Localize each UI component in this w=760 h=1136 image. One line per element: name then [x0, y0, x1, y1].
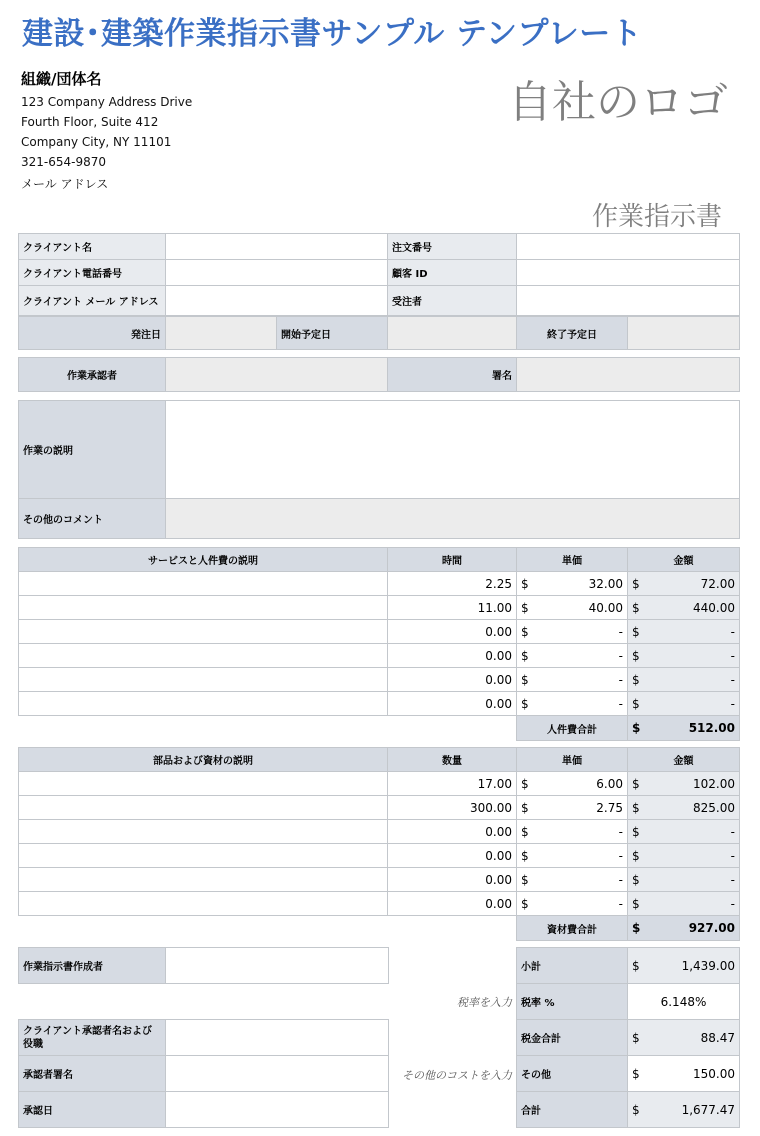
table-row — [19, 572, 740, 596]
item-rate[interactable] — [517, 796, 628, 820]
currency-symbol: $ — [632, 721, 641, 735]
currency-symbol: $ — [632, 624, 640, 639]
currency-symbol: $ — [632, 600, 640, 615]
currency-symbol: $ — [632, 648, 640, 663]
item-quantity[interactable]: 0.00 — [388, 844, 517, 868]
labor-total-label: 人件費合計 — [517, 716, 628, 741]
item-description[interactable] — [19, 772, 388, 796]
item-amount — [628, 644, 740, 668]
page-title: 建設･建築作業指示書サンプル テンプレート — [22, 16, 643, 52]
currency-symbol: $ — [521, 896, 529, 911]
item-quantity[interactable]: 11.00 — [388, 596, 517, 620]
item-description[interactable] — [19, 668, 388, 692]
item-rate-value: - — [618, 872, 623, 887]
item-amount — [628, 772, 740, 796]
tax-rate-field[interactable]: 6.148% — [628, 984, 740, 1020]
labor-total — [628, 716, 740, 741]
parts-rows — [19, 772, 740, 916]
currency-symbol: $ — [632, 1102, 640, 1117]
company-name: 組織/団体名 — [21, 70, 102, 88]
item-rate[interactable] — [517, 620, 628, 644]
approval-table — [18, 1019, 389, 1128]
item-rate[interactable] — [517, 820, 628, 844]
item-quantity[interactable]: 0.00 — [388, 644, 517, 668]
item-amount-value: - — [730, 872, 735, 887]
item-amount — [628, 668, 740, 692]
client-info-table — [18, 233, 740, 316]
item-quantity[interactable]: 0.00 — [388, 692, 517, 716]
item-quantity[interactable]: 0.00 — [388, 892, 517, 916]
currency-symbol: $ — [632, 776, 640, 791]
parts-desc-header: 部品および資材の説明 — [19, 748, 388, 772]
item-amount — [628, 692, 740, 716]
client-email-field[interactable] — [166, 286, 388, 316]
item-quantity[interactable]: 0.00 — [388, 868, 517, 892]
order-date-field[interactable] — [166, 317, 277, 350]
currency-symbol: $ — [632, 672, 640, 687]
signature-label: 署名 — [388, 358, 517, 392]
company-logo: 自社のロゴ — [508, 77, 728, 128]
item-rate-value: 40.00 — [588, 600, 623, 615]
order-number-label: 注文番号 — [388, 234, 517, 260]
parts-total-label: 資材費合計 — [517, 916, 628, 941]
end-date-label: 終了予定日 — [517, 317, 628, 350]
description-table — [18, 400, 740, 539]
approver-table — [18, 357, 740, 392]
item-amount-value: 825.00 — [693, 800, 735, 815]
subtotal-label: 小計 — [517, 948, 628, 984]
grand-total-value: 1,677.47 — [681, 1102, 735, 1117]
currency-symbol: $ — [632, 800, 640, 815]
item-amount — [628, 796, 740, 820]
item-rate[interactable] — [517, 892, 628, 916]
currency-symbol: $ — [632, 872, 640, 887]
company-phone: 321-654-9870 — [21, 155, 107, 169]
company-address-2: Fourth Floor, Suite 412 — [21, 115, 159, 129]
currency-symbol: $ — [632, 576, 640, 591]
receiver-field[interactable] — [517, 286, 740, 316]
item-description[interactable] — [19, 868, 388, 892]
client-phone-label: クライアント電話番号 — [19, 260, 166, 286]
item-rate-value: - — [618, 696, 623, 711]
currency-symbol: $ — [632, 696, 640, 711]
currency-symbol: $ — [632, 824, 640, 839]
item-amount — [628, 892, 740, 916]
other-cost-note: その他のコストを入力 — [402, 1069, 512, 1082]
item-description[interactable] — [19, 644, 388, 668]
labor-total-value: 512.00 — [688, 721, 735, 735]
item-description[interactable] — [19, 572, 388, 596]
table-row — [19, 844, 740, 868]
item-amount-value: - — [730, 624, 735, 639]
item-amount-value: 102.00 — [693, 776, 735, 791]
item-amount-value: 440.00 — [693, 600, 735, 615]
item-quantity[interactable]: 0.00 — [388, 620, 517, 644]
item-rate-value: - — [618, 848, 623, 863]
subtotal — [628, 948, 740, 984]
customer-id-label: 顧客 ID — [388, 260, 517, 286]
currency-symbol: $ — [521, 624, 529, 639]
currency-symbol: $ — [632, 848, 640, 863]
other-comments-field[interactable] — [166, 499, 740, 539]
currency-symbol: $ — [521, 576, 529, 591]
item-amount-value: - — [730, 696, 735, 711]
item-description[interactable] — [19, 844, 388, 868]
client-approver-field[interactable] — [166, 1020, 389, 1056]
currency-symbol: $ — [521, 872, 529, 887]
item-description[interactable] — [19, 692, 388, 716]
table-row — [19, 820, 740, 844]
currency-symbol: $ — [521, 696, 529, 711]
approver-signature-label: 承認者署名 — [19, 1056, 166, 1092]
parts-total — [628, 916, 740, 941]
totals-table — [516, 947, 740, 1128]
creator-field[interactable] — [166, 948, 389, 984]
approval-date-label: 承認日 — [19, 1092, 166, 1128]
item-amount — [628, 844, 740, 868]
item-amount-value: - — [730, 896, 735, 911]
item-rate-value: - — [618, 624, 623, 639]
labor-hours-header: 時間 — [388, 548, 517, 572]
client-phone-field[interactable] — [166, 260, 388, 286]
table-row — [19, 620, 740, 644]
item-amount-value: - — [730, 824, 735, 839]
tax-total — [628, 1020, 740, 1056]
work-description-field[interactable] — [166, 401, 740, 499]
item-rate-value: - — [618, 824, 623, 839]
item-rate-value: - — [618, 648, 623, 663]
item-rate[interactable] — [517, 596, 628, 620]
currency-symbol: $ — [521, 672, 529, 687]
parts-amount-header: 金額 — [628, 748, 740, 772]
end-date-field[interactable] — [628, 317, 740, 350]
labor-rows — [19, 572, 740, 716]
item-amount — [628, 596, 740, 620]
table-row — [19, 644, 740, 668]
currency-symbol: $ — [632, 1066, 640, 1081]
item-quantity[interactable]: 2.25 — [388, 572, 517, 596]
table-row — [19, 868, 740, 892]
parts-qty-header: 数量 — [388, 748, 517, 772]
table-row — [19, 892, 740, 916]
creator-table — [18, 947, 389, 984]
item-rate[interactable] — [517, 868, 628, 892]
grand-total — [628, 1092, 740, 1128]
currency-symbol: $ — [521, 776, 529, 791]
company-address-1: 123 Company Address Drive — [21, 95, 193, 109]
order-number-field[interactable] — [517, 234, 740, 260]
item-amount-value: - — [730, 648, 735, 663]
currency-symbol: $ — [632, 921, 641, 935]
grand-total-label: 合計 — [517, 1092, 628, 1128]
other-cost-value: 150.00 — [693, 1066, 735, 1081]
client-email-label: クライアント メール アドレス — [19, 286, 166, 316]
work-description-label: 作業の説明 — [19, 401, 166, 499]
item-rate[interactable] — [517, 772, 628, 796]
labor-rate-header: 単価 — [517, 548, 628, 572]
item-amount — [628, 820, 740, 844]
item-rate-value: 2.75 — [596, 800, 623, 815]
item-rate[interactable] — [517, 668, 628, 692]
currency-symbol: $ — [632, 958, 640, 973]
table-row — [19, 596, 740, 620]
tax-rate-label: 税率 % — [517, 984, 628, 1020]
labor-amount-header: 金額 — [628, 548, 740, 572]
item-description[interactable] — [19, 596, 388, 620]
item-amount-value: 72.00 — [700, 576, 735, 591]
item-rate-value: 32.00 — [588, 576, 623, 591]
currency-symbol: $ — [632, 1030, 640, 1045]
start-date-field[interactable] — [388, 317, 517, 350]
item-quantity[interactable]: 0.00 — [388, 820, 517, 844]
subtotal-value: 1,439.00 — [681, 958, 735, 973]
currency-symbol: $ — [521, 648, 529, 663]
approver-label: 作業承認者 — [19, 358, 166, 392]
item-rate[interactable] — [517, 844, 628, 868]
table-row — [19, 692, 740, 716]
approver-field[interactable] — [166, 358, 388, 392]
approval-date-field[interactable] — [166, 1092, 389, 1128]
parts-total-value: 927.00 — [688, 921, 735, 935]
item-description[interactable] — [19, 892, 388, 916]
creator-label: 作業指示書作成者 — [19, 948, 166, 984]
tax-total-label: 税金合計 — [517, 1020, 628, 1056]
other-label: その他 — [517, 1056, 628, 1092]
currency-symbol: $ — [632, 896, 640, 911]
document-label: 作業指示書 — [592, 202, 723, 232]
item-amount — [628, 868, 740, 892]
item-amount-value: - — [730, 672, 735, 687]
signature-field[interactable] — [517, 358, 740, 392]
item-rate-value: - — [618, 672, 623, 687]
client-name-label: クライアント名 — [19, 234, 166, 260]
item-rate[interactable] — [517, 644, 628, 668]
item-rate[interactable] — [517, 692, 628, 716]
labor-table — [18, 547, 740, 741]
item-description[interactable] — [19, 796, 388, 820]
table-row — [19, 668, 740, 692]
order-date-label: 発注日 — [19, 317, 166, 350]
company-email: メール アドレス — [21, 177, 109, 191]
item-quantity[interactable]: 0.00 — [388, 668, 517, 692]
customer-id-field[interactable] — [517, 260, 740, 286]
parts-table — [18, 747, 740, 941]
item-quantity[interactable]: 300.00 — [388, 796, 517, 820]
item-description[interactable] — [19, 820, 388, 844]
parts-rate-header: 単価 — [517, 748, 628, 772]
item-description[interactable] — [19, 620, 388, 644]
client-approver-label: クライアント承認者名および役職 — [19, 1020, 166, 1056]
item-rate-value: - — [618, 896, 623, 911]
labor-desc-header: サービスと人件費の説明 — [19, 548, 388, 572]
currency-symbol: $ — [521, 600, 529, 615]
other-comments-label: その他のコメント — [19, 499, 166, 539]
approver-signature-field[interactable] — [166, 1056, 389, 1092]
other-cost[interactable] — [628, 1056, 740, 1092]
item-quantity[interactable]: 17.00 — [388, 772, 517, 796]
item-amount-value: - — [730, 848, 735, 863]
client-name-field[interactable] — [166, 234, 388, 260]
table-row — [19, 772, 740, 796]
currency-symbol: $ — [521, 800, 529, 815]
item-rate[interactable] — [517, 572, 628, 596]
tax-rate-note: 税率を入力 — [457, 996, 512, 1009]
tax-total-value: 88.47 — [700, 1030, 735, 1045]
item-amount — [628, 572, 740, 596]
start-date-label: 開始予定日 — [277, 317, 388, 350]
item-amount — [628, 620, 740, 644]
item-rate-value: 6.00 — [596, 776, 623, 791]
table-row — [19, 796, 740, 820]
company-city: Company City, NY 11101 — [21, 135, 172, 149]
currency-symbol: $ — [521, 848, 529, 863]
currency-symbol: $ — [521, 824, 529, 839]
dates-table — [18, 316, 740, 350]
receiver-label: 受注者 — [388, 286, 517, 316]
